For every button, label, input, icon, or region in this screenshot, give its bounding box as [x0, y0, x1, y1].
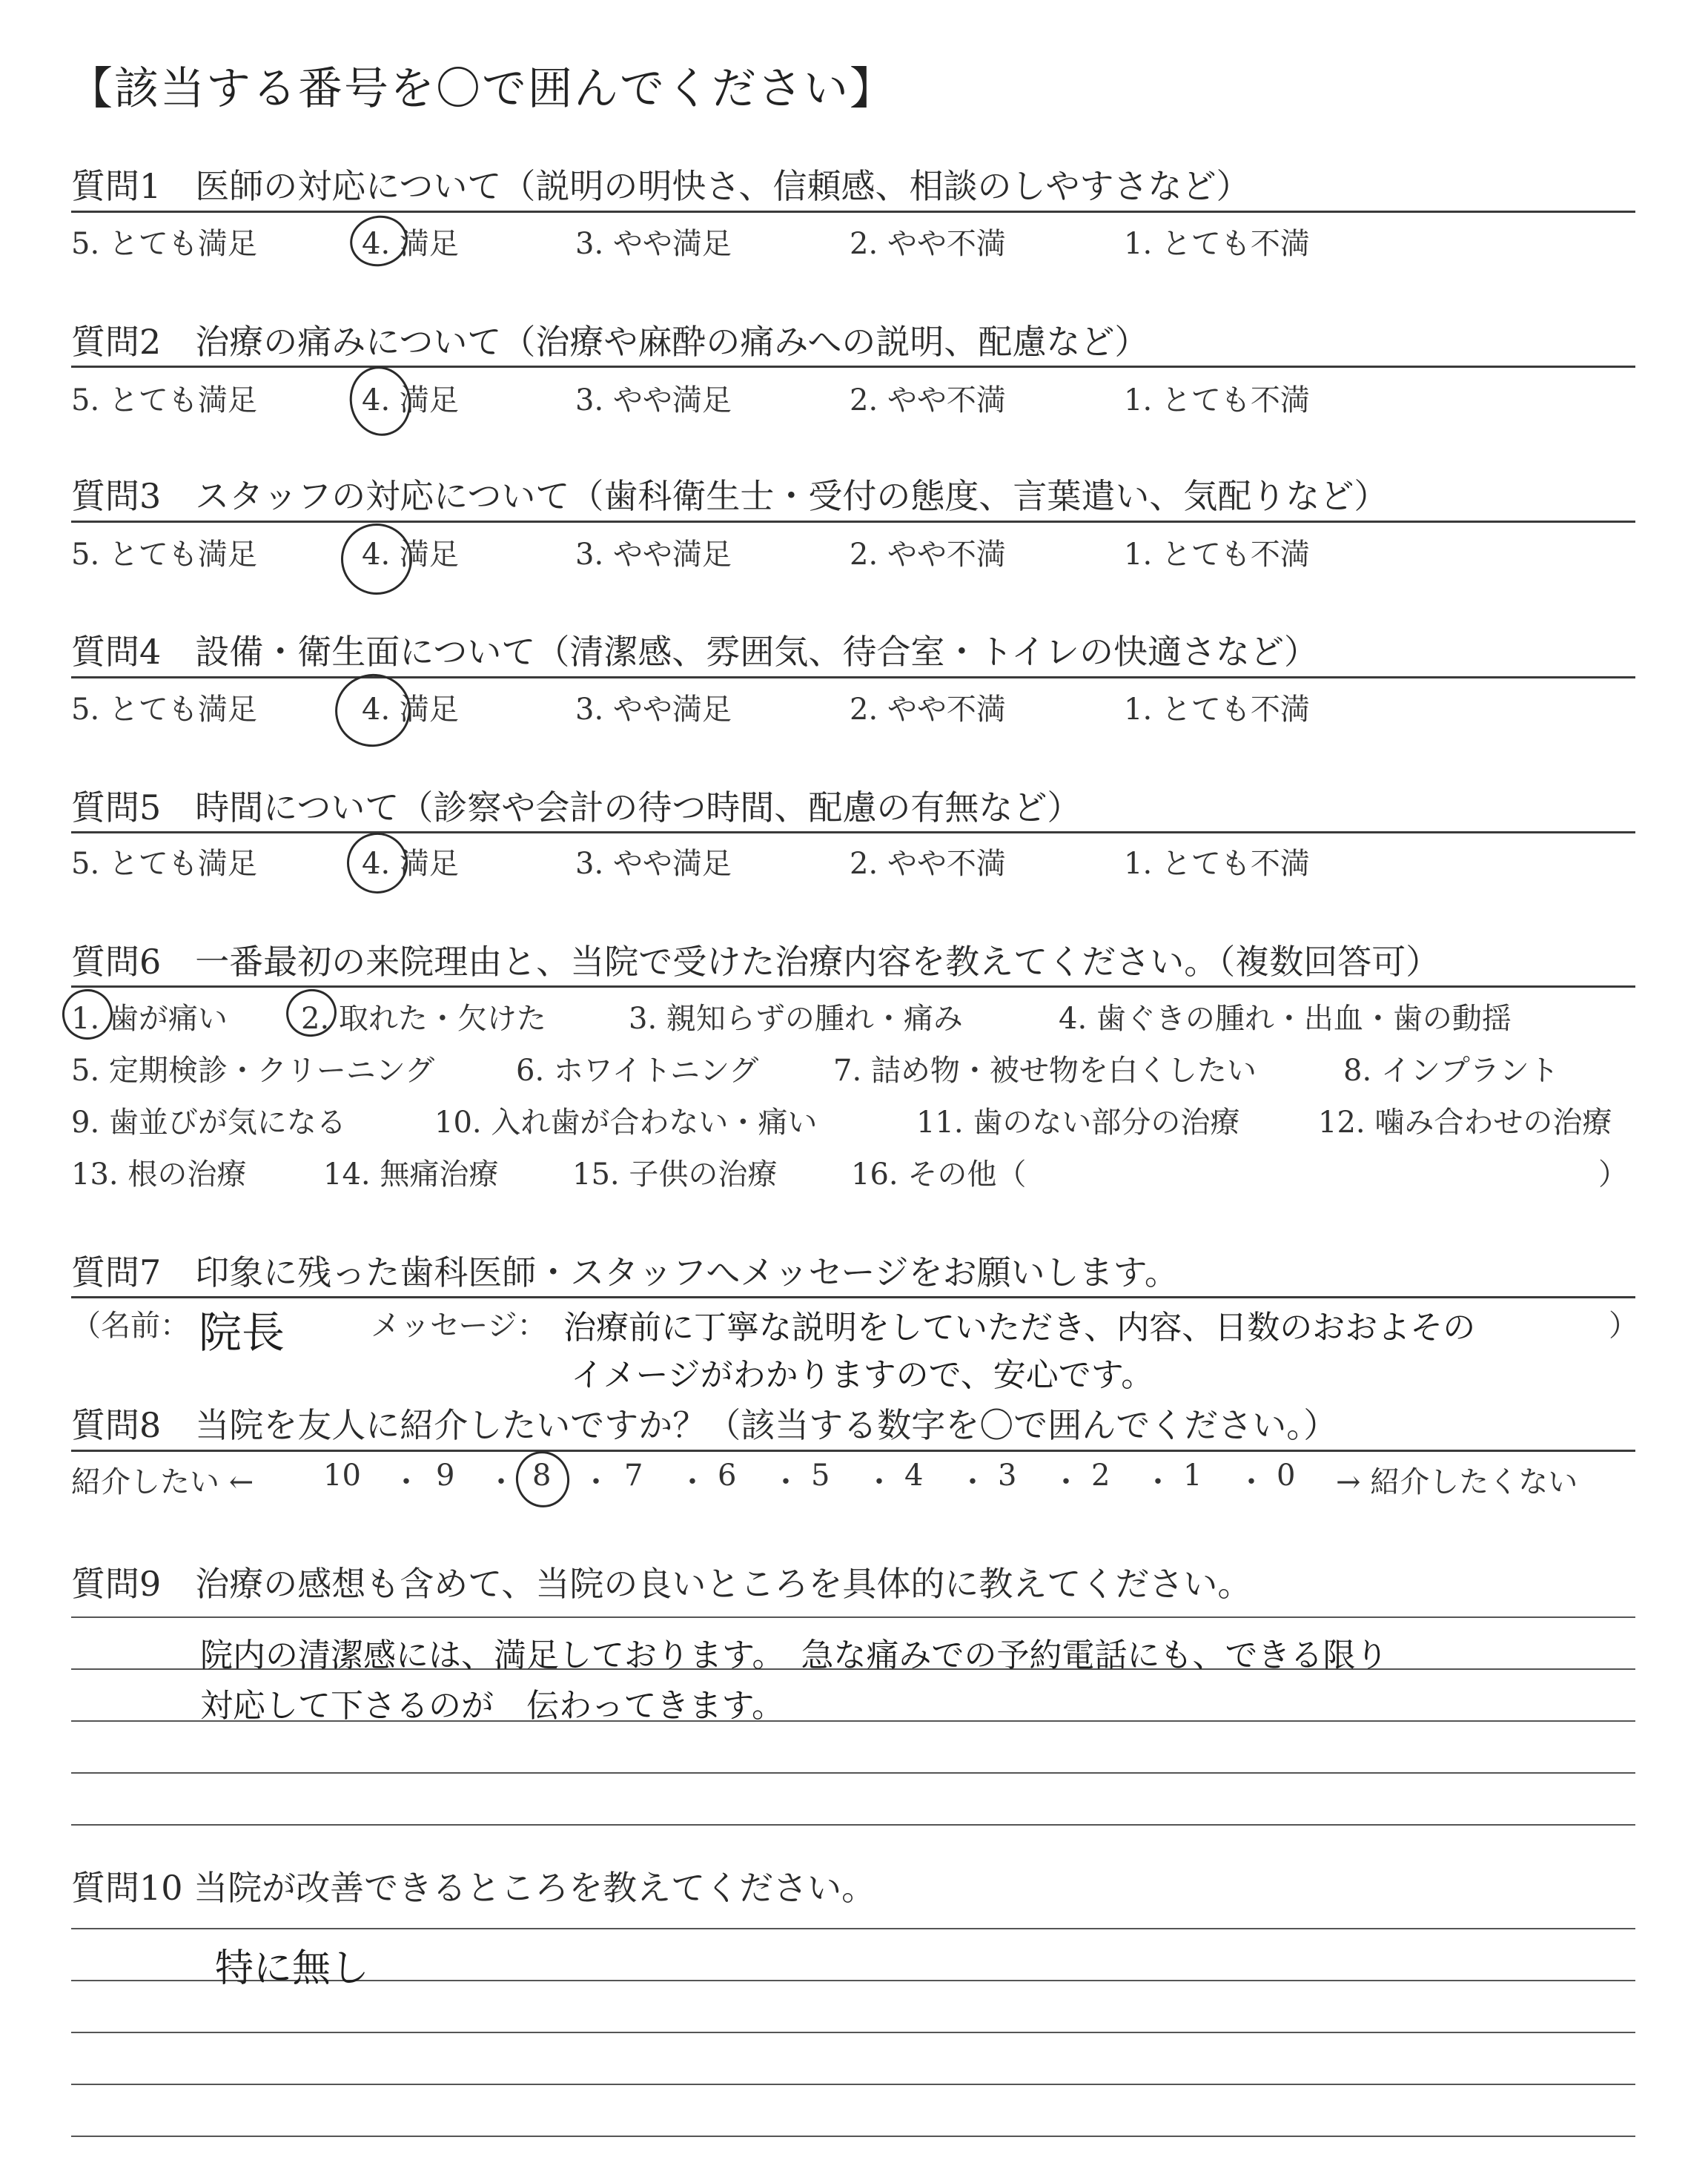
scale-separator: ・ [1143, 1465, 1173, 1499]
answer-line [71, 2084, 1635, 2085]
option-3[interactable]: 3. やや満足 [575, 538, 732, 572]
option-1[interactable]: 1. とても不満 [1124, 693, 1310, 727]
scale-separator: ・ [958, 1465, 987, 1499]
reason-option[interactable]: 13. 根の治療 [71, 1157, 247, 1192]
reason-option[interactable]: 16. その他（ [851, 1157, 1027, 1192]
question-5-title: 質問5 時間について（診察や会計の待つ時間、配慮の有無など） [71, 787, 1082, 828]
question-6-row-3 [71, 1099, 1650, 1143]
message-label: メッセージ： [371, 1309, 547, 1343]
scale-number-10[interactable]: 10 [323, 1459, 361, 1493]
question-7-title: 質問7 印象に残った歯科医師・スタッフへメッセージをお願いします。 [71, 1252, 1179, 1292]
answer-line [71, 2032, 1635, 2033]
option-4[interactable]: 4. 満足 [362, 227, 459, 261]
option-3[interactable]: 3. やや満足 [575, 227, 732, 261]
answer-line [71, 1616, 1635, 1618]
question-2-options [71, 377, 1643, 421]
question-6-row-4 [71, 1151, 1650, 1195]
option-5[interactable]: 5. とても満足 [71, 227, 257, 261]
divider [71, 521, 1635, 523]
divider [71, 985, 1635, 988]
option-4[interactable]: 4. 満足 [362, 383, 459, 417]
scale-separator: ・ [581, 1465, 611, 1499]
message-handwritten-line-1: 治療前に丁寧な説明をしていただき、内容、日数のおおよその [563, 1309, 1476, 1347]
question-8-title: 質問8 当院を友人に紹介したいですか？（該当する数字を〇で囲んでください。） [71, 1405, 1338, 1445]
selection-circle [341, 827, 413, 899]
reason-option[interactable]: 10. 入れ歯が合わない・痛い [434, 1106, 818, 1140]
name-handwritten: 院長 [199, 1307, 285, 1358]
scale-separator: ・ [1051, 1465, 1081, 1499]
divider [71, 211, 1635, 213]
option-2[interactable]: 2. やや不満 [850, 383, 1006, 417]
scale-separator: ・ [771, 1465, 801, 1499]
reason-option[interactable]: 11. 歯のない部分の治療 [916, 1106, 1240, 1140]
selection-circle [334, 517, 419, 601]
name-label: （名前： [71, 1309, 190, 1343]
option-2[interactable]: 2. やや不満 [850, 693, 1006, 727]
question-9-title: 質問9 治療の感想も含めて、当院の良いところを具体的に教えてください。 [71, 1564, 1252, 1604]
question-4-options [71, 686, 1643, 730]
option-2[interactable]: 2. やや不満 [850, 847, 1006, 881]
scale-number-1[interactable]: 1 [1183, 1459, 1202, 1493]
option-3[interactable]: 3. やや満足 [575, 693, 732, 727]
divider [71, 676, 1635, 678]
reason-option[interactable]: 15. 子供の治療 [572, 1157, 778, 1192]
reason-option[interactable]: 12. 噛み合わせの治療 [1318, 1106, 1612, 1140]
scale-number-7[interactable]: 7 [624, 1459, 643, 1493]
scale-separator: ・ [678, 1465, 707, 1499]
reason-option[interactable]: 8. インプラント [1343, 1054, 1559, 1088]
reason-option[interactable]: 4. 歯ぐきの腫れ・出血・歯の動揺 [1059, 1002, 1512, 1036]
option-5[interactable]: 5. とても満足 [71, 383, 257, 417]
scale-separator: ・ [486, 1465, 516, 1499]
option-2[interactable]: 2. やや不満 [850, 227, 1006, 261]
option-4[interactable]: 4. 満足 [362, 693, 459, 727]
reason-close-paren: ） [1598, 1157, 1628, 1192]
scale-number-4[interactable]: 4 [904, 1459, 924, 1493]
divider [71, 1450, 1635, 1452]
reason-option[interactable]: 14. 無痛治療 [323, 1157, 499, 1192]
scale-separator: ・ [1237, 1465, 1266, 1499]
option-1[interactable]: 1. とても不満 [1124, 227, 1310, 261]
option-4[interactable]: 4. 満足 [362, 847, 459, 881]
scale-number-9[interactable]: 9 [436, 1459, 455, 1493]
divider [71, 1296, 1635, 1298]
option-3[interactable]: 3. やや満足 [575, 847, 732, 881]
scale-separator: ・ [391, 1465, 421, 1499]
reason-option[interactable]: 1. 歯が痛い [71, 1002, 228, 1036]
divider [71, 831, 1635, 833]
scale-number-8[interactable]: 8 [532, 1459, 552, 1493]
option-1[interactable]: 1. とても不満 [1124, 847, 1310, 881]
question-1-title: 質問1 医師の対応について（説明の明快さ、信頼感、相談のしやすさなど） [71, 166, 1251, 206]
answer-line [71, 1772, 1635, 1774]
scale-number-6[interactable]: 6 [718, 1459, 737, 1493]
option-2[interactable]: 2. やや不満 [850, 538, 1006, 572]
message-close-paren: ） [1609, 1309, 1638, 1343]
reason-option[interactable]: 9. 歯並びが気になる [71, 1106, 346, 1140]
reason-option[interactable]: 7. 詰め物・被せ物を白くしたい [833, 1054, 1257, 1088]
answer-line [71, 1824, 1635, 1826]
q10-answer-line-1: 特に無し [215, 1946, 370, 1991]
scale-right-label: → 紹介したくない [1336, 1465, 1578, 1499]
scale-separator: ・ [864, 1465, 894, 1499]
reason-option[interactable]: 6. ホワイトニング [516, 1054, 759, 1088]
answer-line [71, 2136, 1635, 2137]
question-3-title: 質問3 スタッフの対応について（歯科衛生士・受付の態度、言葉遣い、気配りなど） [71, 476, 1388, 516]
question-6-row-2 [71, 1047, 1650, 1091]
q9-answer-line-2: 対応して下さるのが 伝わってきます。 [200, 1687, 785, 1725]
divider [71, 366, 1635, 368]
option-4[interactable]: 4. 満足 [362, 538, 459, 572]
answer-line [71, 1928, 1635, 1929]
scale-number-3[interactable]: 3 [998, 1459, 1017, 1493]
scale-number-2[interactable]: 2 [1091, 1459, 1110, 1493]
option-1[interactable]: 1. とても不満 [1124, 538, 1310, 572]
question-5-options [71, 840, 1643, 885]
option-5[interactable]: 5. とても満足 [71, 538, 257, 572]
selection-circle [328, 667, 417, 753]
question-10-title: 質問10 当院が改善できるところを教えてください。 [71, 1868, 876, 1908]
option-5[interactable]: 5. とても満足 [71, 693, 257, 727]
question-1-options [71, 220, 1643, 265]
reason-option[interactable]: 3. 親知らずの腫れ・痛み [629, 1002, 963, 1036]
question-2-title: 質問2 治療の痛みについて（治療や麻酔の痛みへの説明、配慮など） [71, 322, 1149, 362]
question-3-options [71, 531, 1643, 575]
scale-left-label: 紹介したい ← [71, 1465, 254, 1499]
selection-circle [511, 1446, 575, 1512]
option-3[interactable]: 3. やや満足 [575, 383, 732, 417]
reason-option[interactable]: 5. 定期検診・クリーニング [71, 1054, 435, 1088]
scale-number-5[interactable]: 5 [811, 1459, 830, 1493]
q9-answer-line-1: 院内の清潔感には、満足しております。 急な痛みでの予約電話にも、できる限り [200, 1636, 1388, 1674]
question-6-row-1 [71, 995, 1650, 1040]
option-5[interactable]: 5. とても満足 [71, 847, 257, 881]
page-header: 【該当する番号を〇で囲んでください】 [68, 63, 896, 115]
question-4-title: 質問4 設備・衛生面について（清潔感、雰囲気、待合室・トイレの快適さなど） [71, 632, 1319, 672]
scale-number-0[interactable]: 0 [1277, 1459, 1296, 1493]
question-6-title: 質問6 一番最初の来院理由と、当院で受けた治療内容を教えてください。（複数回答可） [71, 942, 1440, 982]
reason-option[interactable]: 2. 取れた・欠けた [301, 1002, 546, 1036]
selection-circle [343, 361, 417, 442]
message-handwritten-line-2: イメージがわかりますので、安心です。 [571, 1356, 1154, 1394]
option-1[interactable]: 1. とても不満 [1124, 383, 1310, 417]
